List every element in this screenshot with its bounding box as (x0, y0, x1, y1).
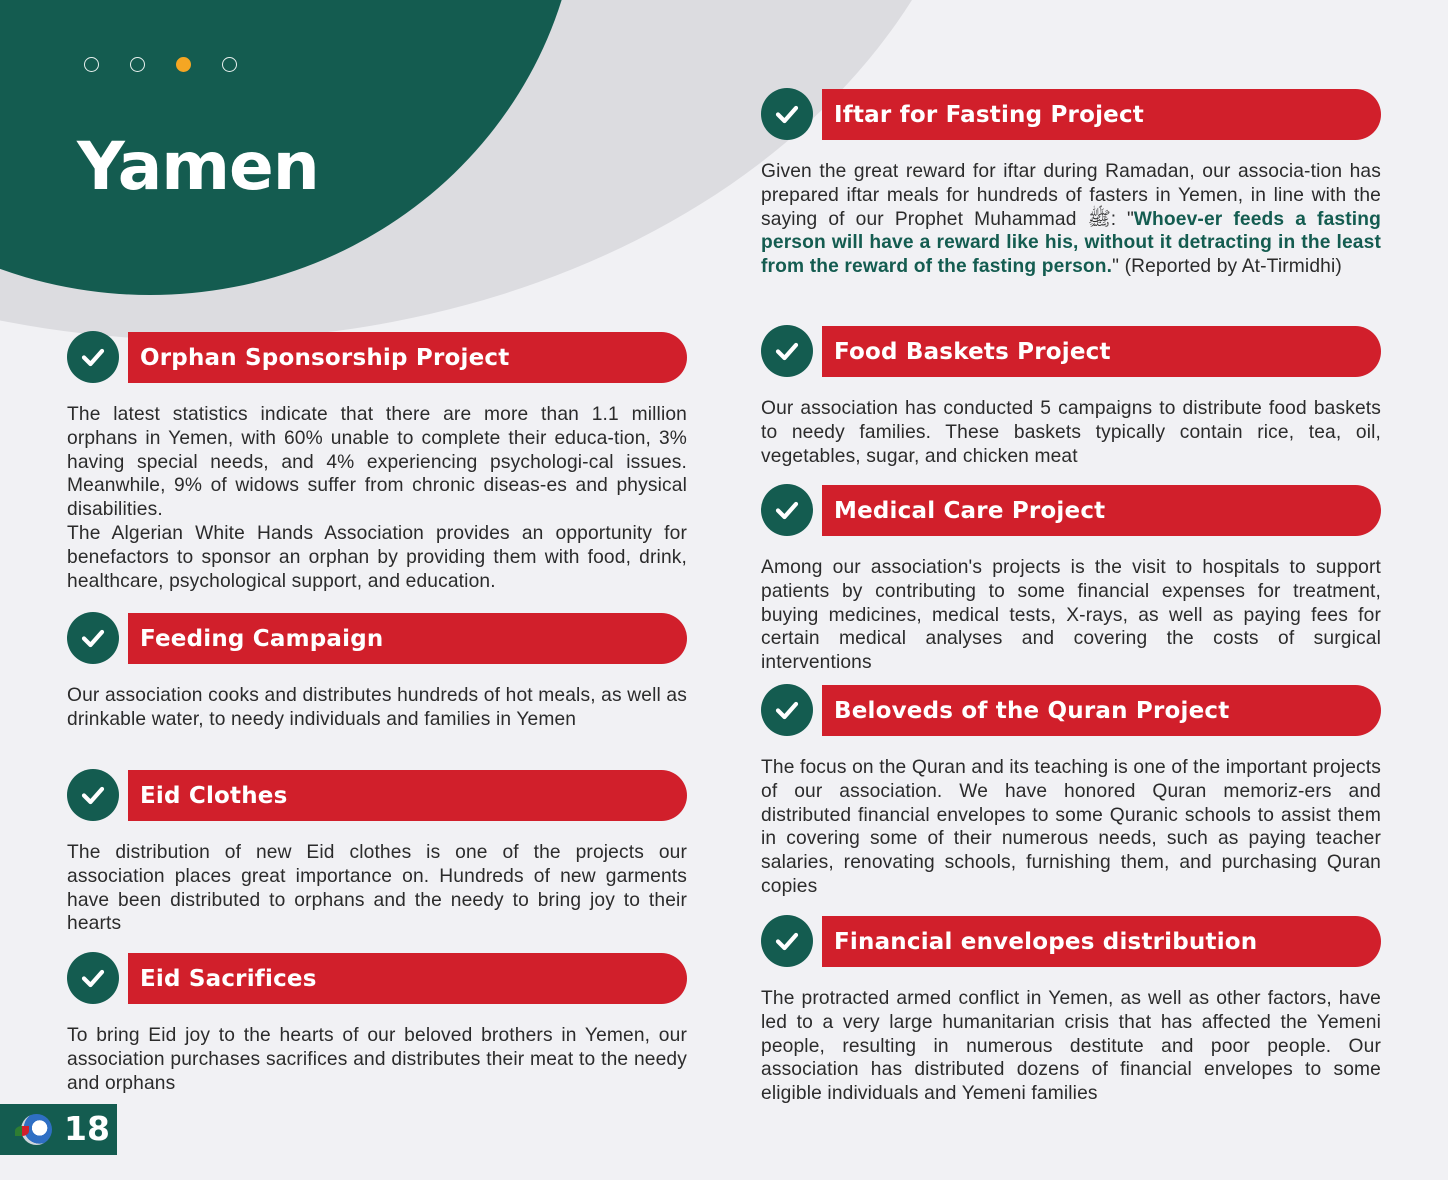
pagination-dots (84, 57, 237, 72)
section-title: Medical Care Project (834, 497, 1106, 524)
section-title: Feeding Campaign (140, 625, 384, 652)
check-circle-icon (67, 952, 119, 1004)
section-title-banner (822, 685, 1381, 736)
pagination-dot-1[interactable] (84, 57, 99, 72)
section-financial-envelopes (761, 915, 1381, 1106)
section-food-baskets (761, 325, 1381, 468)
section-body (761, 556, 1381, 675)
check-circle-icon (761, 915, 813, 967)
page-title: Yamen (77, 128, 319, 205)
page-number-badge (0, 1104, 117, 1155)
section-title-banner (128, 770, 687, 821)
section-body (67, 1024, 687, 1095)
section-body (67, 841, 687, 936)
section-eid-clothes (67, 769, 687, 936)
section-title: Orphan Sponsorship Project (140, 344, 510, 371)
check-circle-icon (761, 684, 813, 736)
check-circle-icon (761, 484, 813, 536)
section-header (67, 612, 687, 664)
section-title-banner (128, 613, 687, 664)
section-title: Eid Clothes (140, 782, 288, 809)
section-body (761, 987, 1381, 1106)
paragraph: Among our association's projects is the visit to hospitals to support patients by contributing to some financial expenses for treatment, buying medicines, medical tests, X-rays, as well as paying fees for certain medical analyses and covering the costs of surgical interventions (761, 557, 1381, 674)
check-circle-icon (761, 88, 813, 140)
section-title-banner (822, 916, 1381, 967)
section-header (761, 684, 1381, 736)
section-medical-care (761, 484, 1381, 675)
section-feeding-campaign (67, 612, 687, 732)
section-body (761, 756, 1381, 899)
hadith-quote: Whoev-er feeds a fasting person will have a reward like his, without it detracting in the least from the reward of the fasting person. (761, 208, 1382, 278)
pagination-dot-4[interactable] (222, 57, 237, 72)
page-number: 18 (64, 1109, 110, 1148)
section-title-banner (822, 485, 1381, 536)
paragraph: The distribution of new Eid clothes is one of the projects our association places great importance on. Hundreds of new garments have been distributed to orphans and the needy to bring joy to their hearts (67, 842, 687, 935)
logo-leaf-icon (15, 1126, 29, 1136)
section-orphan-sponsorship (67, 331, 687, 593)
section-iftar-fasting (761, 88, 1381, 279)
check-circle-icon (67, 769, 119, 821)
paragraph: The focus on the Quran and its teaching is one of the important projects of our association. We have honored Quran memoriz-ers and distributed financial envelopes to some Quranic schools to assist them in covering some of their numerous needs, such as paying teacher salaries, renovating schools, furnishing them, and purchasing Quran copies (761, 757, 1381, 897)
paragraph: Our association cooks and distributes hundreds of hot meals, as well as drinkable water, to needy individuals and families in Yemen (67, 685, 687, 730)
section-beloveds-quran (761, 684, 1381, 899)
paragraph: The latest statistics indicate that there are more than 1.1 million orphans in Yemen, with 60% unable to complete their educa-tion, 3% having special needs, and 4% experiencing psychologi-cal issues. Meanwhile, 9% of widows suffer from chronic diseas-es and physical disabilities. (67, 404, 687, 521)
section-title: Food Baskets Project (834, 338, 1111, 365)
pagination-dot-3-active[interactable] (176, 57, 191, 72)
section-header (761, 325, 1381, 377)
section-title-banner (822, 89, 1381, 140)
section-header (761, 915, 1381, 967)
section-header (761, 88, 1381, 140)
section-title: Financial envelopes distribution (834, 928, 1258, 955)
section-title: Beloveds of the Quran Project (834, 697, 1230, 724)
section-eid-sacrifices (67, 952, 687, 1095)
paragraph-citation: " (Reported by At-Tirmidhi) (1112, 256, 1342, 278)
section-body (761, 160, 1381, 279)
section-body (761, 397, 1381, 468)
section-header (761, 484, 1381, 536)
section-title: Iftar for Fasting Project (834, 101, 1144, 128)
paragraph: The protracted armed conflict in Yemen, as well as other factors, have led to a very large humanitarian crisis that has affected the Yemeni people, resulting in numerous destitute and poor people. Our association has distributed dozens of financial envelopes to some eligible individuals and Yemeni families (761, 988, 1381, 1105)
section-header (67, 331, 687, 383)
section-body (67, 684, 687, 732)
paragraph: Our association has conducted 5 campaigns to distribute food baskets to needy families. These baskets typically contain rice, tea, oil, vegetables, sugar, and chicken meat (761, 398, 1381, 467)
section-body (67, 403, 687, 593)
section-title-banner (822, 326, 1381, 377)
check-circle-icon (67, 612, 119, 664)
section-header (67, 769, 687, 821)
section-title-banner (128, 332, 687, 383)
check-circle-icon (67, 331, 119, 383)
section-header (67, 952, 687, 1004)
section-title-banner (128, 953, 687, 1004)
check-circle-icon (761, 325, 813, 377)
section-title: Eid Sacrifices (140, 965, 317, 992)
paragraph: The Algerian White Hands Association provides an opportunity for benefactors to sponsor an orphan by providing them with food, drink, healthcare, psychological support, and education. (67, 522, 687, 592)
paragraph-intro: Given the great reward for iftar during Ramadan, our associa-tion has prepared iftar meals for hundreds of fasters in Yemen, in line with the saying of our Prophet Muhammad ﷺ: " (761, 161, 1381, 230)
pagination-dot-2[interactable] (130, 57, 145, 72)
paragraph: To bring Eid joy to the hearts of our beloved brothers in Yemen, our association purchases sacrifices and distributes their meat to the needy and orphans (67, 1025, 687, 1094)
